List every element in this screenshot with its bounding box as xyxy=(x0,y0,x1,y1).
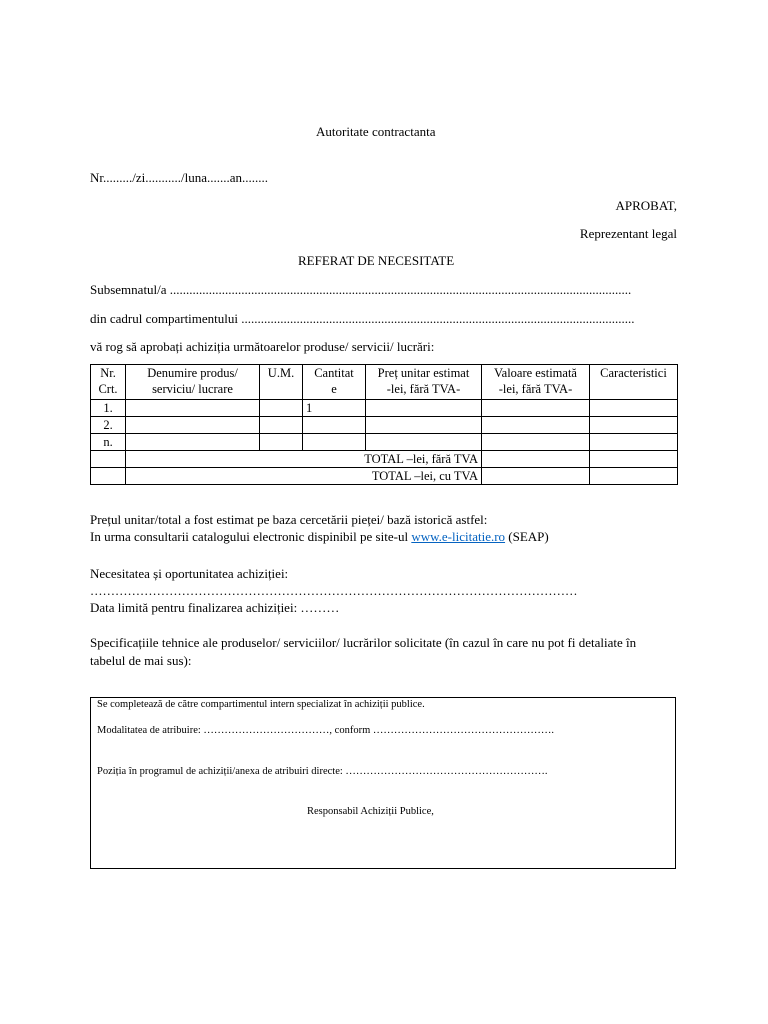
characteristics-cell[interactable] xyxy=(590,400,678,417)
award-method-line: Modalitatea de atribuire: ………………………………, conform ……………………………………………. xyxy=(97,725,554,736)
table-header-row xyxy=(91,365,678,400)
catalog-line-prefix: In urma consultarii catalogului electronic dispinibil pe site-ul xyxy=(90,529,412,544)
authority-label: Autoritate contractanta xyxy=(316,124,436,139)
header-unit: U.M. xyxy=(260,365,303,400)
header-unit-price: Preț unitar estimat -lei, fără TVA- xyxy=(366,365,482,400)
technical-specs-line-1: Specificațiile tehnice ale produselor/ serviciilor/ lucrărilor solicitate (în cazul în care nu pot fi detaliate în xyxy=(90,635,637,650)
header-product-name: Denumire produs/ serviciu/ lucrare xyxy=(126,365,260,400)
request-line: vă rog să aprobați achiziția următoarelor produse/ servicii/ lucrări: xyxy=(90,339,435,354)
items-table xyxy=(90,364,678,485)
estimated-value-cell[interactable] xyxy=(482,400,590,417)
table-row xyxy=(91,400,678,417)
product-name-cell[interactable] xyxy=(126,434,260,451)
header-quantity: Cantitat e xyxy=(303,365,366,400)
unit-price-cell[interactable] xyxy=(366,434,482,451)
characteristics-cell[interactable] xyxy=(590,434,678,451)
procurement-department-box xyxy=(90,697,676,869)
product-name-cell[interactable] xyxy=(126,400,260,417)
table-row xyxy=(91,434,678,451)
unit-cell[interactable] xyxy=(260,417,303,434)
total-no-vat-row xyxy=(91,451,678,468)
empty-cell xyxy=(91,468,126,485)
header-nr-crt: Nr. Crt. xyxy=(91,365,126,400)
characteristics-cell[interactable] xyxy=(590,417,678,434)
program-position-line: Poziția în programul de achiziții/anexa de atribuiri directe: …………………………………………………. xyxy=(97,766,548,777)
total-vat-value[interactable] xyxy=(482,468,590,485)
table-row xyxy=(91,417,678,434)
department-line: din cadrul compartimentului ......................................................................................................................... xyxy=(90,311,635,326)
total-vat-label: TOTAL –lei, cu TVA xyxy=(126,468,482,485)
seap-link[interactable]: www.e-licitatie.ro xyxy=(411,529,506,544)
quantity-cell[interactable]: 1 xyxy=(303,400,366,417)
quantity-cell[interactable] xyxy=(303,434,366,451)
approved-label: APROBAT, xyxy=(615,198,677,213)
unit-price-cell[interactable] xyxy=(366,417,482,434)
quantity-cell[interactable] xyxy=(303,417,366,434)
total-no-vat-extra[interactable] xyxy=(590,451,678,468)
deadline-line: Data limită pentru finalizarea achiziției: ……… xyxy=(90,600,340,615)
unit-cell[interactable] xyxy=(260,400,303,417)
procurement-note: Se completează de către compartimentul intern specializat în achiziții publice. xyxy=(97,699,425,710)
procurement-signature-label: Responsabil Achiziții Publice, xyxy=(307,806,434,817)
estimated-value-cell[interactable] xyxy=(482,434,590,451)
pricing-basis-line: Prețul unitar/total a fost estimat pe baza cercetării pieței/ bază istorică astfel: xyxy=(90,512,488,527)
header-estimated-value: Valoare estimată -lei, fără TVA- xyxy=(482,365,590,400)
header-characteristics: Caracteristici xyxy=(590,365,678,400)
catalog-line xyxy=(90,529,549,545)
legal-representative-label: Reprezentant legal xyxy=(579,226,677,241)
necessity-dots: ……………………………………………………………………………………………………… xyxy=(90,584,578,598)
total-no-vat-value[interactable] xyxy=(482,451,590,468)
unit-cell[interactable] xyxy=(260,434,303,451)
necessity-label: Necesitatea și oportunitatea achiziției: xyxy=(90,566,289,581)
row-number: 2. xyxy=(91,417,126,434)
total-no-vat-label: TOTAL –lei, fără TVA xyxy=(126,451,482,468)
product-name-cell[interactable] xyxy=(126,417,260,434)
technical-specs-line-2: tabelul de mai sus): xyxy=(90,653,192,668)
page-title: REFERAT DE NECESITATE xyxy=(298,253,455,268)
undersigned-line: Subsemnatul/a .............................................................................................................................................. xyxy=(90,282,632,297)
row-number: 1. xyxy=(91,400,126,417)
total-vat-row xyxy=(91,468,678,485)
total-vat-extra[interactable] xyxy=(590,468,678,485)
row-number: n. xyxy=(91,434,126,451)
estimated-value-cell[interactable] xyxy=(482,417,590,434)
document-number-line: Nr........./zi.........../luna.......an........ xyxy=(90,170,269,185)
unit-price-cell[interactable] xyxy=(366,400,482,417)
catalog-line-suffix: (SEAP) xyxy=(505,529,549,544)
empty-cell xyxy=(91,451,126,468)
